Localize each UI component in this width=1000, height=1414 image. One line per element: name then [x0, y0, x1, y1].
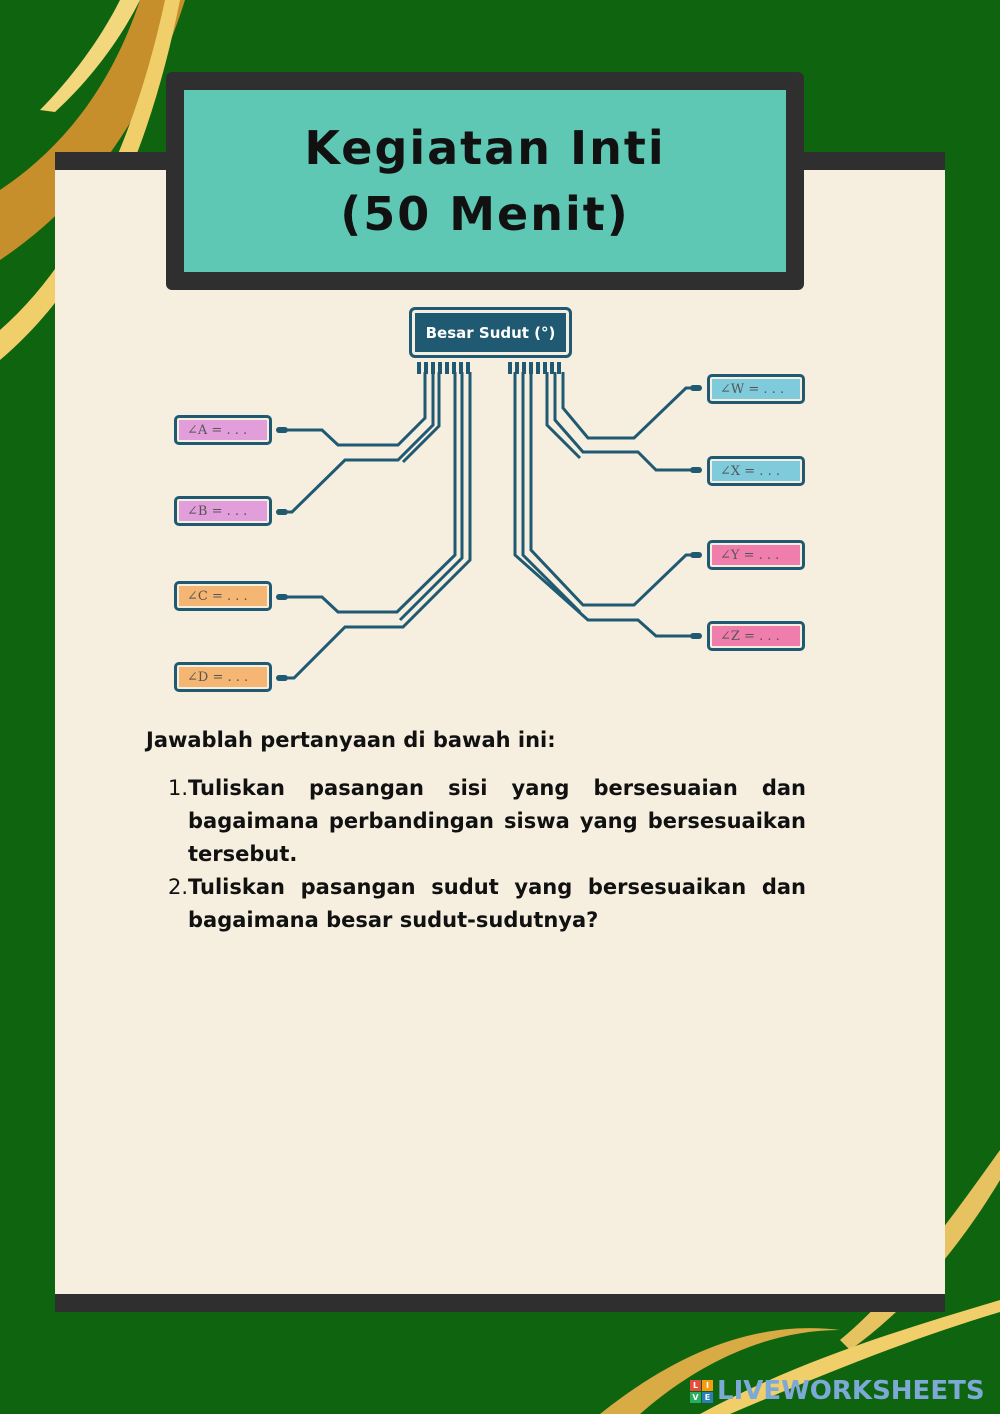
- angle-w-label: ∠W = . . .: [720, 381, 785, 397]
- logo-letter: I: [702, 1380, 713, 1391]
- angle-x-label: ∠X = . . .: [720, 463, 780, 479]
- angle-y-label: ∠Y = . . .: [720, 547, 780, 563]
- angle-c-box[interactable]: [174, 581, 272, 611]
- angle-d-box[interactable]: [174, 662, 272, 692]
- liveworksheets-logo-icon: [690, 1380, 713, 1403]
- question-text: Tuliskan pasangan sisi yang bersesuaian dan bagaimana perbandingan siswa yang bersesuaikan tersebut.: [188, 776, 806, 866]
- question-item: [146, 871, 806, 937]
- brand-text: LIVEWORKSHEETS: [717, 1376, 985, 1406]
- title-line-2: (50 Menit): [340, 187, 630, 241]
- question-number: 2.: [167, 875, 188, 899]
- logo-letter: E: [702, 1392, 713, 1403]
- question-item: [146, 772, 806, 871]
- angle-x-box[interactable]: [707, 456, 805, 486]
- angle-hub-box: [409, 307, 572, 358]
- question-number: 1.: [167, 776, 188, 800]
- angle-b-label: ∠B = . . .: [187, 503, 248, 519]
- question-heading: Jawablah pertanyaan di bawah ini:: [146, 728, 556, 752]
- angle-d-label: ∠D = . . .: [187, 669, 249, 685]
- question-list: [146, 772, 806, 937]
- hub-label: Besar Sudut (°): [425, 323, 556, 342]
- question-text: Tuliskan pasangan sudut yang bersesuaikan dan bagaimana besar sudut-sudutnya?: [188, 875, 806, 932]
- angle-y-box[interactable]: [707, 540, 805, 570]
- angle-a-box[interactable]: [174, 415, 272, 445]
- logo-letter: L: [690, 1380, 701, 1391]
- angle-z-label: ∠Z = . . .: [720, 628, 780, 644]
- angle-c-label: ∠C = . . .: [187, 588, 248, 604]
- angle-a-label: ∠A = . . .: [187, 422, 248, 438]
- title-line-1: Kegiatan Inti: [304, 121, 666, 175]
- angle-z-box[interactable]: [707, 621, 805, 651]
- logo-letter: V: [690, 1392, 701, 1403]
- liveworksheets-brand: [690, 1376, 985, 1406]
- angle-b-box[interactable]: [174, 496, 272, 526]
- angle-w-box[interactable]: [707, 374, 805, 404]
